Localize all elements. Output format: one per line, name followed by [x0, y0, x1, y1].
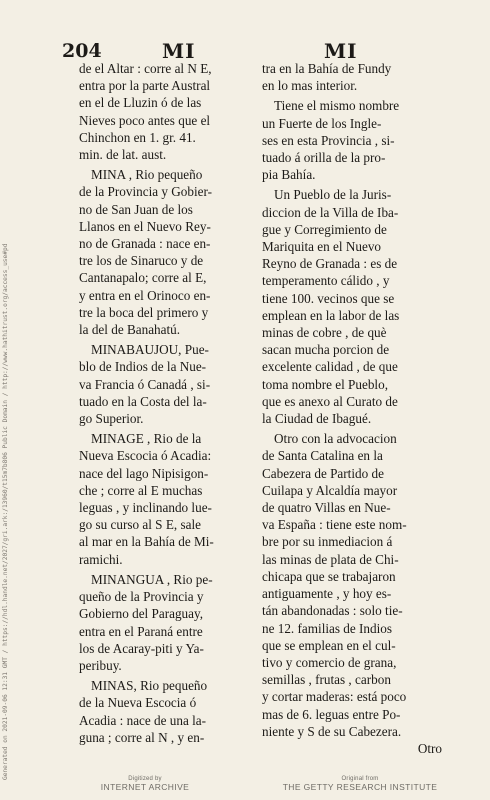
left-text-line: Chinchon en 1. gr. 41.: [79, 129, 196, 145]
right-text-line: niente y S de su Cabezera.: [262, 723, 402, 739]
right-text-line: la Ciudad de Ibagué.: [262, 411, 372, 427]
left-text-line: MINANGUA , Rio pe-: [91, 571, 213, 587]
right-text-line: Un Pueblo de la Juris-: [274, 187, 392, 203]
left-text-line: tre los de Sinaruco y de: [79, 253, 204, 269]
running-head-left: MI: [162, 39, 196, 63]
left-text-line: la del de Banahatú.: [79, 322, 181, 338]
left-text-line: MINAGE , Rio de la: [91, 431, 202, 447]
left-text-line: no de Granada : nace en-: [79, 236, 211, 252]
right-text-line: de quatro Villas en Nue-: [262, 500, 391, 516]
digitized-by: [60, 776, 230, 792]
left-text-line: los de Acaray-piti y Ya-: [79, 640, 204, 656]
left-text-line: entra por la parte Austral: [79, 78, 211, 94]
left-text-line: go su curso al S E, sale: [79, 517, 201, 533]
right-text-line: y cortar maderas: está poco: [262, 689, 407, 705]
right-text-line: semillas , frutas , carbon: [262, 672, 391, 688]
left-text-line: entra en el Paraná entre: [79, 623, 203, 639]
left-text-line: al mar en la Bahía de Mi-: [79, 534, 214, 550]
left-text-line: queño de la Provincia y: [79, 589, 204, 605]
right-text-line: Tiene el mismo nombre: [274, 98, 400, 114]
left-text-line: peribuy.: [79, 657, 122, 673]
left-text-line: MINA , Rio pequeño: [91, 167, 203, 183]
right-text-line: las minas de plata de Chi-: [262, 551, 399, 567]
digitized-by-label: Digitized by: [128, 776, 162, 782]
right-text-line: tuado á orilla de la pro-: [262, 150, 386, 166]
right-text-line: diccion de la Villa de Iba-: [262, 204, 399, 220]
right-text-line: tán abandonadas : solo tie-: [262, 603, 403, 619]
right-text-line: de Santa Catalina en la: [262, 448, 383, 464]
left-text-line: leguas , y inclinando lue-: [79, 500, 212, 516]
left-text-line: y entra en el Orinoco en-: [79, 287, 211, 303]
right-text-line: excelente calidad , de que: [262, 359, 398, 375]
right-text-line: Otro con la advocacion: [274, 431, 397, 447]
right-text-line: ne 12. familias de Indios: [262, 620, 393, 636]
left-text-line: che ; corre al E muchas: [79, 482, 203, 498]
left-column: [79, 60, 251, 746]
right-text-line: tiene 100. vecinos que se: [262, 290, 395, 306]
right-text-line: un Fuerte de los Ingle-: [262, 115, 382, 131]
right-text-line: va España : tiene este nom-: [262, 517, 407, 533]
getty-label: THE GETTY RESEARCH INSTITUTE: [282, 782, 438, 792]
left-text-line: Acadia : nace de una la-: [79, 712, 207, 728]
right-text-line: mas de 6. leguas entre Po-: [262, 706, 401, 722]
left-text-line: ramichi.: [79, 551, 123, 567]
right-text-line: gue y Corregimiento de: [262, 221, 387, 237]
page-number: 204: [62, 40, 102, 62]
right-text-line: minas de cobre , de què: [262, 325, 387, 341]
catchword: Otro: [417, 740, 442, 756]
left-text-line: va Francia ó Canadá , si-: [79, 376, 211, 392]
left-text-line: Nieves poco antes que el: [79, 112, 211, 128]
left-text-line: tre la boca del primero y: [79, 304, 209, 320]
left-text-line: Cantanapalo; corre al E,: [79, 270, 207, 286]
right-column: [262, 60, 442, 757]
original-from: [275, 776, 445, 792]
right-text-line: tra en la Bahía de Fundy: [262, 61, 392, 76]
left-text-line: MINABAUJOU, Pue-: [91, 342, 209, 358]
right-text-line: Mariquita en el Nuevo: [262, 239, 382, 255]
right-text-line: sacan mucha porcion de: [262, 342, 390, 358]
left-text-line: Llanos en el Nuevo Rey-: [79, 218, 211, 234]
right-text-line: emplean en la labor de las: [262, 307, 400, 323]
right-text-line: bre por su inmediacion á: [262, 534, 393, 550]
right-text-line: que es anexo al Curato de: [262, 393, 398, 409]
right-text-line: Cuilapa y Alcaldía mayor: [262, 482, 398, 498]
right-text-line: ses en esta Provincia , si-: [262, 132, 395, 148]
left-text-line: guna ; corre al N , y en-: [79, 729, 205, 745]
right-text-line: en lo mas interior.: [262, 78, 358, 94]
running-head-right: MI: [324, 39, 358, 63]
internet-archive-label: INTERNET ARCHIVE: [100, 782, 190, 792]
left-text-line: Gobierno del Paraguay,: [79, 606, 204, 622]
left-text-line: no de San Juan de los: [79, 201, 193, 217]
right-text-line: chicapa que se trabajaron: [262, 568, 396, 584]
original-from-label: Original from: [341, 776, 379, 782]
left-text-line: Nueva Escocia ó Acadia:: [79, 448, 212, 464]
left-text-line: de la Nueva Escocia ó: [79, 695, 197, 711]
left-text-line: nace del lago Nipisigon-: [79, 465, 209, 481]
left-text-line: blo de Indios de la Nue-: [79, 359, 207, 375]
right-text-line: tivo y comercio de grana,: [262, 654, 397, 670]
right-text-line: pia Bahía.: [262, 167, 316, 183]
right-text-line: Reyno de Granada : es de: [262, 256, 398, 272]
left-text-line: MINAS, Rio pequeño: [91, 678, 208, 694]
right-text-line: Cabezera de Partido de: [262, 465, 384, 481]
right-text-line: que se emplean en el cul-: [262, 637, 396, 653]
footer: [0, 762, 490, 792]
left-text-line: en el de Lluzin ó de las: [79, 95, 202, 111]
right-text-line: toma nombre el Pueblo,: [262, 376, 388, 392]
side-stamp: Generated on 2021-09-06 12:31 GMT / https://hdl.handle.net/2027/gri.ark:/13960/t15m7b806 Public Domain / http://www.hathitrust.org/access_use#pd: [2, 243, 9, 780]
left-text-line: min. de lat. aust.: [79, 147, 167, 163]
right-text-line: temperamento cálido , y: [262, 273, 390, 289]
left-text-line: tuado en la Costa del la-: [79, 393, 207, 409]
right-text-line: antiguamente , y hoy es-: [262, 586, 392, 602]
left-text-line: de la Provincia y Gobier-: [79, 184, 213, 200]
left-text-line: go Superior.: [79, 411, 144, 427]
left-text-line: de el Altar : corre al N E,: [79, 61, 212, 76]
